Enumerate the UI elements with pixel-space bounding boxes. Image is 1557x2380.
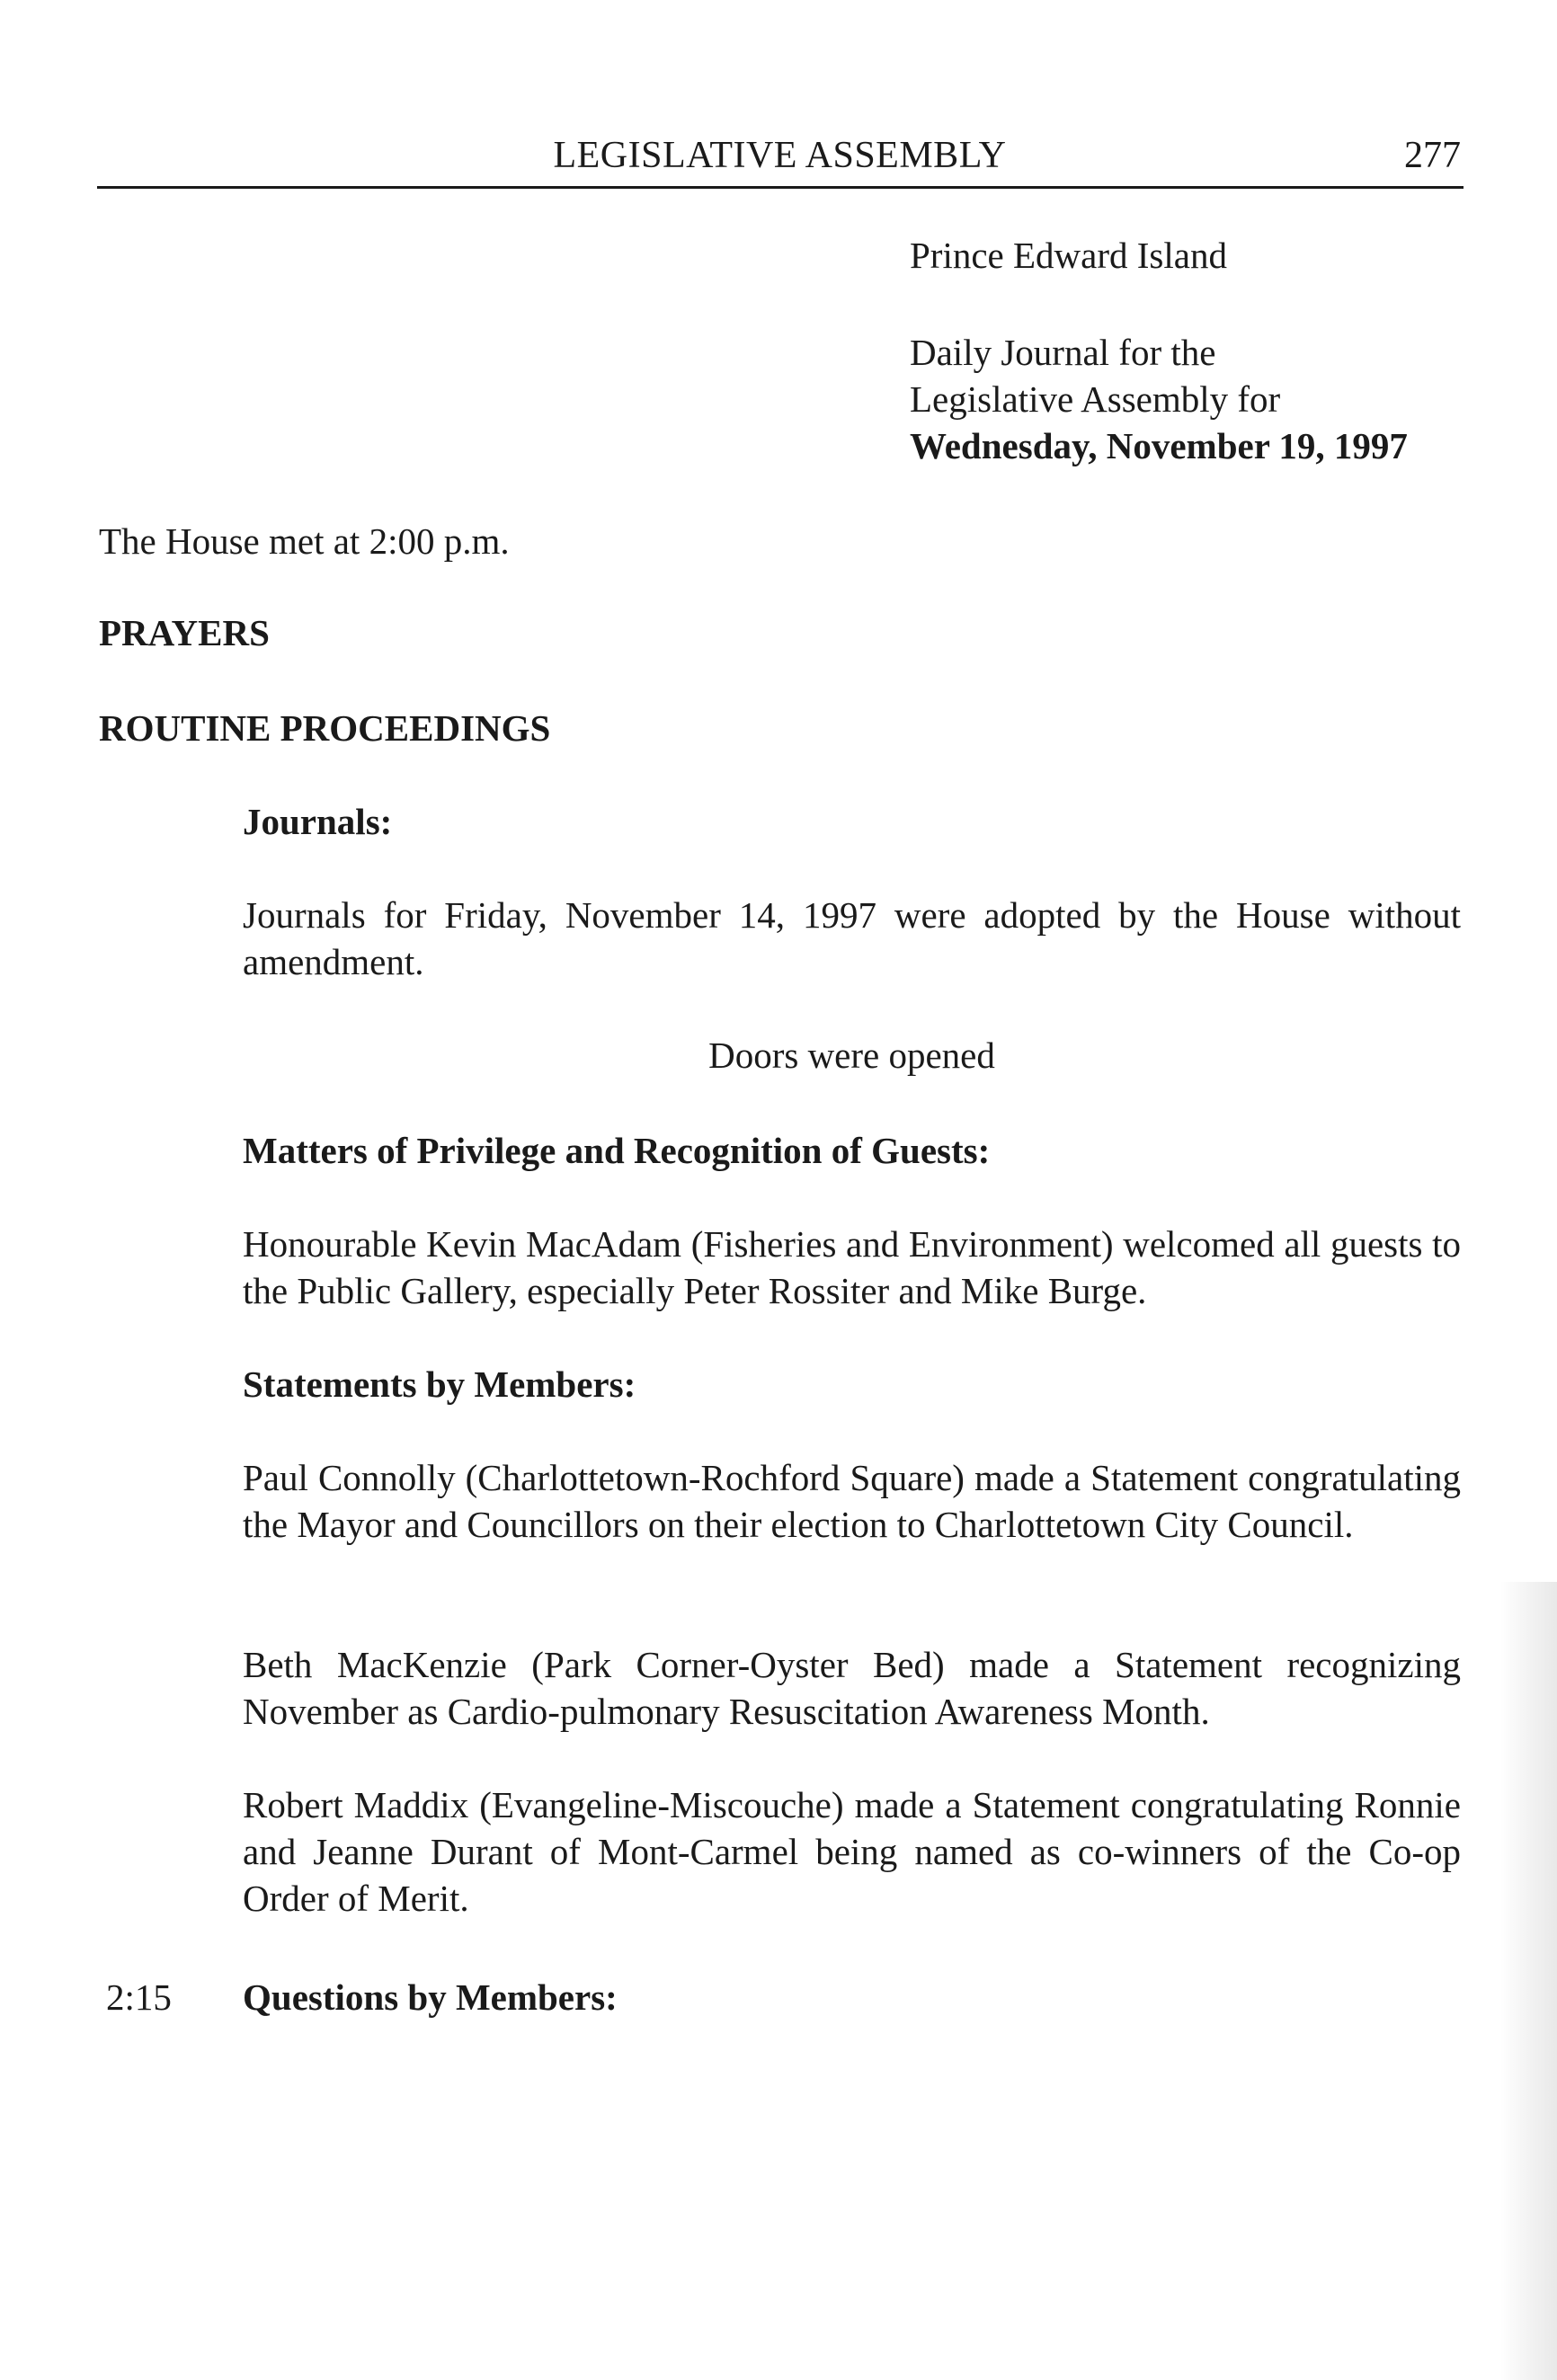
journal-title-line-1: Daily Journal for the xyxy=(910,332,1216,373)
house-met-line: The House met at 2:00 p.m. xyxy=(99,520,510,562)
province-name: Prince Edward Island xyxy=(910,235,1227,276)
journals-paragraph: Journals for Friday, November 14, 1997 were adopted by the House without amendment. xyxy=(243,894,1461,982)
statement-paragraph: Paul Connolly (Charlottetown-Rochford Square) made a Statement congratulating the Mayor and Councillors on their election to Charlottetown City Council. xyxy=(243,1457,1461,1545)
routine-proceedings-heading: ROUTINE PROCEEDINGS xyxy=(99,707,551,749)
doors-opened-note: Doors were opened xyxy=(708,1035,995,1076)
journal-date: Wednesday, November 19, 1997 xyxy=(910,425,1408,466)
prayers-heading: PRAYERS xyxy=(99,612,270,653)
journals-heading: Journals: xyxy=(243,801,393,842)
statements-heading: Statements by Members: xyxy=(243,1363,636,1405)
statement-paragraph: Robert Maddix (Evangeline-Miscouche) made a Statement congratulating Ronnie and Jeanne Durant of Mont-Carmel being named as co-winners of the Co-op Order of Merit. xyxy=(243,1784,1461,1919)
statement-paragraph: Beth MacKenzie (Park Corner-Oyster Bed) made a Statement recognizing November as Cardio-pulmonary Resuscitation Awareness Month. xyxy=(243,1644,1461,1732)
guests-heading: Matters of Privilege and Recognition of Guests: xyxy=(243,1130,991,1171)
header-rule xyxy=(97,186,1464,189)
running-head-title: LEGISLATIVE ASSEMBLY xyxy=(553,135,1007,176)
page-number: 277 xyxy=(1404,135,1461,176)
running-head xyxy=(99,128,1461,183)
guests-paragraph: Honourable Kevin MacAdam (Fisheries and Environment) welcomed all guests to the Public Gallery, especially Peter Rossiter and Mike Burge. xyxy=(243,1223,1461,1311)
questions-heading: Questions by Members: xyxy=(243,1976,618,2018)
scan-edge-shadow xyxy=(1499,1582,1557,2380)
questions-time: 2:15 xyxy=(106,1976,172,2018)
journal-title-line-2: Legislative Assembly for xyxy=(910,378,1281,420)
